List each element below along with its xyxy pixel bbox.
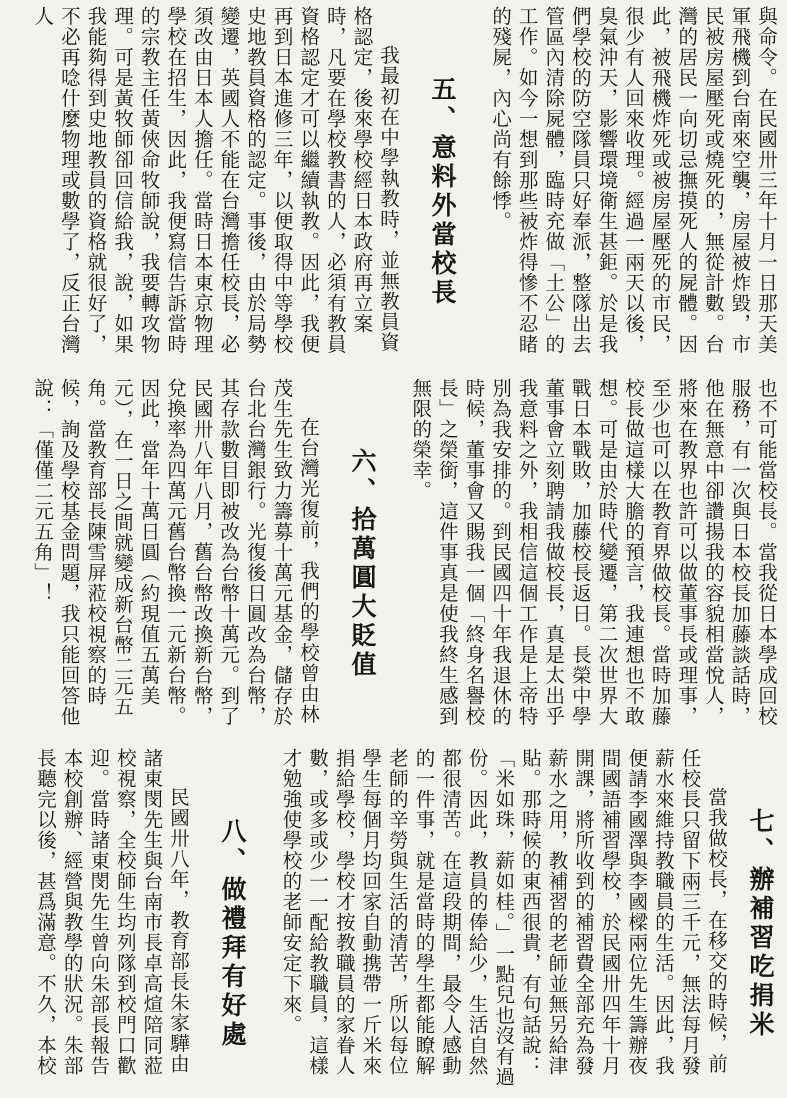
section-8-title-a: 做禮拜 bbox=[218, 876, 247, 963]
section-6-number: 六、 bbox=[348, 448, 377, 506]
section-8-title-b: 有好處 bbox=[218, 963, 247, 1050]
section-6-title-a: 拾萬圓 bbox=[348, 506, 377, 593]
section-7-title-a: 辦補習 bbox=[746, 866, 775, 953]
tier-1 bbox=[8, 6, 779, 358]
section-7-number: 七、 bbox=[746, 808, 775, 866]
section-7-title-b: 吃捐米 bbox=[746, 953, 775, 1040]
tier-2 bbox=[8, 378, 779, 728]
tier3-left-paragraph: 民國卅八年，教育部長朱家驊由諸東閔先生與台南市長卓高煊陪同蒞校視察，全校師生均列隊到校門口歡迎。當時諸東閔先生曾向朱部長報告本校創辦、經營與教學的狀況。朱部長聽完以後，甚爲滿意。不久，本校 bbox=[34, 748, 190, 1076]
tier2-right-paragraph: 也不可能當校長。當我從日本學成回校服務，有一次與日本校長加藤談話時，他在無意中卻讚揚我的容貌相當悅人，將來在教界也許可以做董事長或理事，至少也可以在教育界做校長。當時加藤校長做這樣大膽的預言，我連想也不敢想。可是由於時代變遷，第二次世界大戰日本戰敗，加藤校長返日。長榮中學董事會立刻聘請我做校長，真是太出乎我意料之外，我相信這個工作是上帝特別為我安排的。到民國四十年我退休的時候，董事會又賜我一個「終身名譽校長」之榮銜，這件事真是使我終生感到無限的榮幸。 bbox=[409, 378, 778, 727]
tier2-left-paragraph: 在台灣光復前，我們的學校曾由林茂生先生致力籌募十萬元基金，儲存於台北台灣銀行。光復後日圓改為台幣，其存款數目即被改為台幣十萬元。到了民國卅八年八月，舊台幣改換新台幣，兌換率為四萬元舊台幣換一元新台幣。因此，當年十萬日圓（約現值五萬美元），在一日之間就變成新台幣二元五角。當教育部長陳雪屏蒞校視察的時候，詢及學校基金問題，我只能回答他說：「僅僅二元五角」！ bbox=[31, 378, 320, 727]
section-6-heading bbox=[347, 448, 377, 680]
tier1-right-paragraph: 與命令。在民國卅三年十月一日那天美軍飛機到台南來空襲，房屋被炸毀，市民被房屋壓死或燒死的，無從計數。台灣的居民一向切忌撫摸死人的屍體。因此，被飛機炸死或被房屋壓死的市民，很少有人回來收理。經過一兩天以後，臭氣沖天，影響環境衛生甚鉅。於是我們學校的防空隊員只好奉派，整隊出去管區內清除屍體，臨時充做「土公」的工作。如今一想到那些被炸得慘不忍睹的殘屍，內心尚有餘悸。 bbox=[489, 6, 778, 355]
section-5-title-b: 當校長 bbox=[428, 221, 457, 308]
tier-3 bbox=[8, 748, 779, 1092]
section-6-title-b: 大貶值 bbox=[348, 593, 377, 680]
section-5-heading bbox=[427, 76, 457, 308]
tier1-left-paragraph: 我最初在中學執教時，並無教員資格認定，後來學校經日本政府再立案時，凡要在學校教書的人，必須有教員資格認定才可以繼續執教。因此，我便再到日本進修三年，以便取得中等學校史地教員資格的認定。事後，由於局勢變遷，英國人不能在台灣擔任校長，必須改由日本人擔任。當時日本東京物理學校在招生，因此，我便寫信告訴當時的宗教主任黃俠命牧師說，我要轉攻物理。可是黃牧師卻回信給我，說，如果我能夠得到史地教員的資格就很好了，不必再唸什麼物理或數學了，反正台灣人 bbox=[31, 6, 400, 355]
tier3-right-paragraph: 當我做校長，在移交的時候，前任校長只留下兩三千元，無法每月發薪水來維持教職員的生活。因此，我便請李國澤與李國樑兩位先生籌辦夜間國語補習學校，於民國卅四年十月開課，將所收到的補習費全部充為發薪水之用，教補習的老師並無另給津貼。那時候的東西很貴，有句話說：「米如珠，薪如桂。」一點兒也沒有過份。因此，教員的俸給少，生活自然都很清苦。在這段期間，最令人感動的一件事，就是當時的學生都能瞭解老師的辛勞與生活的清苦，所以每位學生每個月均回家自動携帶一斤米來捐給學校，學校才按教職員的家眷人數，或多或少一一配給教職員，這樣才勉強使學校的老師安定下來。 bbox=[279, 748, 728, 1087]
section-8-number: 八、 bbox=[218, 818, 247, 876]
section-5-number: 五、 bbox=[428, 76, 457, 134]
section-5-title-a: 意料外 bbox=[428, 134, 457, 221]
section-8-heading bbox=[217, 818, 247, 1050]
section-7-heading bbox=[745, 808, 775, 1040]
